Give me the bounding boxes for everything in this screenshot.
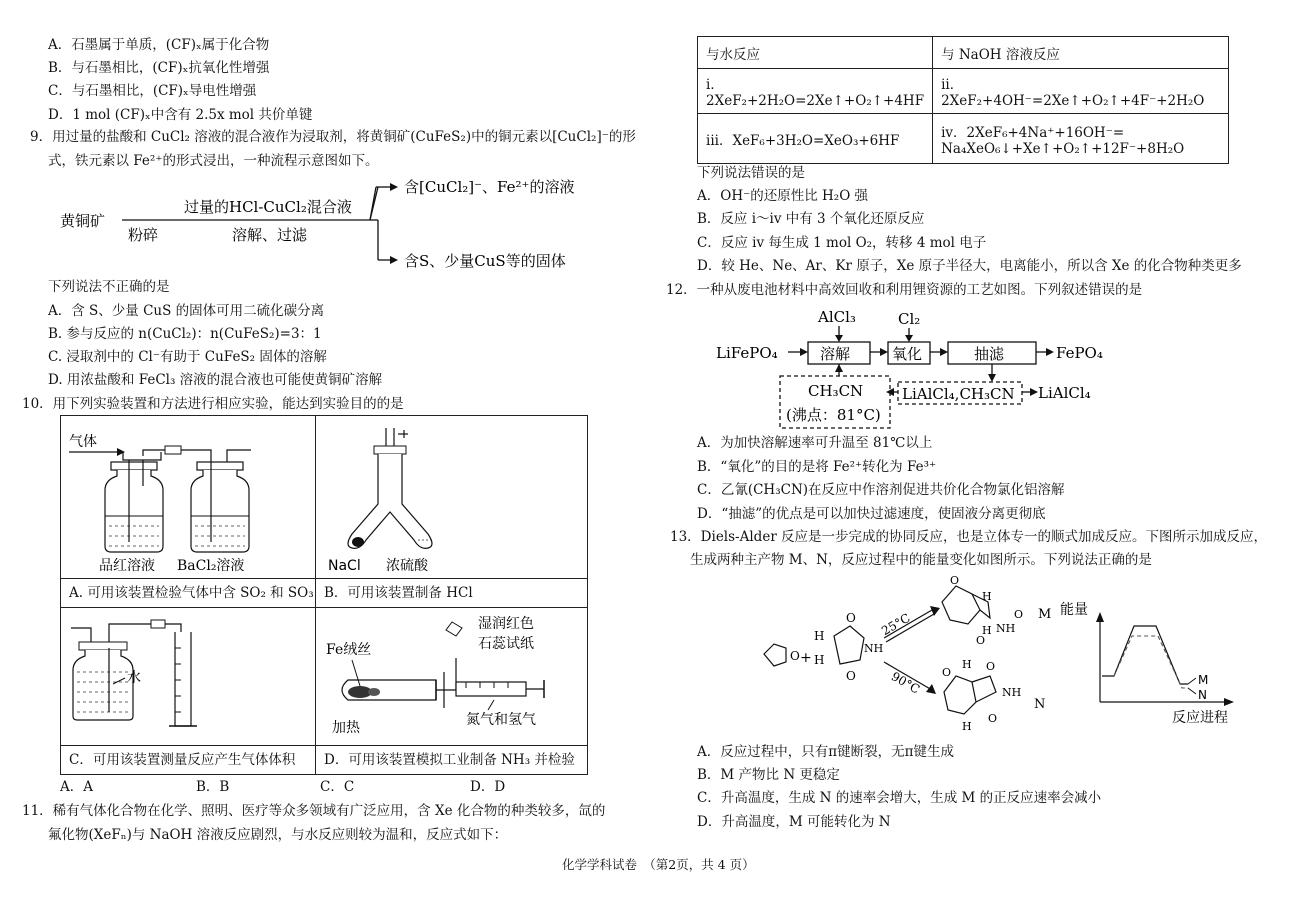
temp-90: 90°C [888,669,923,697]
q10-choice-a: A．A [60,779,93,795]
label-water: 水 [127,670,141,686]
q10-choice-b: B．B [196,779,230,795]
q11-reaction-table [697,36,1229,164]
q12-flow-diagram [714,302,1134,432]
flow-lialcl4: LiAlCl₄ [1038,384,1091,402]
q13-option-a: A．反应过程中，只有π键断裂，无π键生成 [697,744,954,760]
q12-option-d: D．“抽滤”的优点是可以加快过滤速度，使固液分离更彻底 [697,506,1046,522]
flow-filtrate: LiAlCl₄,CH₃CN [902,385,1015,403]
q9-flow-under-start: 粉碎 [128,226,159,244]
q12-option-a: A．为加快溶解速率可升温至 81℃以上 [697,435,933,451]
q11-question: 下列说法错误的是 [697,165,805,181]
q10-stem: 10．用下列实验装置和方法进行相应实验，能达到实验目的的是 [22,396,404,412]
label-m: M [1038,607,1052,622]
q11-stem-line1: 11．稀有气体化合物在化学、照明、医疗等众多领域有广泛应用，含 Xe 化合物的种类较多，氙的 [22,803,606,819]
apparatus-c-caption: C．可用该装置测量反应产生气体体积 [61,745,315,774]
q13-option-c: C．升高温度，生成 N 的速率会增大，生成 M 的正反应速率会减小 [697,790,1102,806]
maleimide-o2: O [846,669,856,683]
n-h2: H [962,720,972,732]
table-cell-iv-line1: iv．2XeF₆+4Na⁺+16OH⁻= [941,124,1125,141]
label-conc-h2so4: 浓硫酸 [386,558,428,574]
q13-stem-line1: 13．Diels-Alder 反应是一步完成的协同反应，也是立体专一的顺式加成反应。下图所示加成反应， [670,529,1268,545]
label-nacl: NaCl [328,558,361,574]
q9-option-d: D. 用浓盐酸和 FeCl₃ 溶液的混合液也可能使黄铜矿溶解 [48,372,383,388]
maleimide-h1: H [814,629,825,643]
q8-option-c: C．与石墨相比，(CF)ₓ导电性增强 [48,83,257,99]
apparatus-b-caption: B．可用该装置制备 HCl [316,578,587,607]
energy-label-m: M [1198,673,1209,687]
apparatus-d [315,607,588,775]
temp-25: 25°C [879,610,913,639]
q11-option-b: B．反应 i～iv 中有 3 个氧化还原反应 [697,211,925,227]
label-litmus-2: 石蕊试纸 [478,636,534,652]
q13-stem-line2: 生成两种主产物 M、N，反应过程中的能量变化如图所示。下列说法正确的是 [690,552,1152,568]
furan-o: O [790,649,800,663]
flow-alcl3: AlCl₃ [818,308,856,326]
q9-option-c: C. 浸取剂中的 Cl⁻有助于 CuFeS₂ 固体的溶解 [48,349,327,365]
q9-stem-line2: 式，铁元素以 Fe²⁺的形式浸出，一种流程示意图如下。 [48,153,379,169]
progress-axis-label: 反应进程 [1172,710,1228,726]
n-o-bridge: O [942,666,952,679]
table-cell-ii: ii．2XeF₂+4OH⁻=2Xe↑+O₂↑+4F⁻+2H₂O [933,69,1229,114]
q9-flow-out2: 含S、少量CuS等的固体 [404,252,566,270]
q10-choice-c: C．C [320,779,355,795]
maleimide-o1: O [846,611,856,625]
q13-energy-diagram [1060,596,1250,730]
label-gas: 气体 [69,434,97,450]
n-h1: H [962,658,972,671]
q13-option-b: B．M 产物比 N 更稳定 [697,767,840,783]
m-o-2: O [1014,608,1024,621]
flow-bp: (沸点：81°C) [786,406,881,424]
flow-feed: LiFePO₄ [716,344,778,362]
label-pinhong: 品红溶液 [99,558,155,574]
n-o-2: O [988,712,998,725]
apparatus-a [60,415,316,608]
q10-choice-d: D．D [470,779,506,795]
q12-stem: 12．一种从废电池材料中高效回收和利用锂资源的工艺如图。下列叙述错误的是 [666,282,1143,298]
table-cell-iv-line2: Na₄XeO₆↓+Xe↑+O₂↑+12F⁻+8H₂O [941,140,1185,157]
label-bacl2: BaCl₂溶液 [177,558,245,574]
table-cell-iv [933,114,1229,164]
apparatus-a-caption: A. 可用该装置检验气体中含 SO₂ 和 SO₃ [61,578,315,607]
m-o-carbonyl: O [976,634,986,647]
q12-option-b: B．“氧化”的目的是将 Fe²⁺转化为 Fe³⁺ [697,459,937,475]
q9-flow-diagram [60,172,620,282]
q9-question: 下列说法不正确的是 [48,279,170,295]
apparatus-b-drawing [316,416,586,578]
q13-option-d: D．升高温度，M 可能转化为 N [697,814,891,830]
flow-solvent: CH₃CN [808,382,864,400]
maleimide-nh: NH [864,642,884,655]
table-cell-iii: iii．XeF₆+3H₂O=XeO₃+6HF [698,114,933,164]
q9-option-a: A．含 S、少量 CuS 的固体可用二硫化碳分离 [48,303,325,319]
table-head-naoh: 与 NaOH 溶液反应 [933,37,1229,69]
label-n2-h2: 氮气和氢气 [466,712,536,728]
q9-option-b: B. 参与反应的 n(CuCl₂)：n(CuFeS₂)=3：1 [48,326,322,342]
label-heat: 加热 [332,720,360,736]
energy-label-n: N [1198,688,1207,702]
energy-axis-label: 能量 [1060,602,1088,618]
apparatus-a-drawing [61,416,315,578]
n-nh: NH [1002,686,1022,699]
q8-option-d: D．1 mol (CF)ₓ中含有 2.5x mol 共价单键 [48,107,313,123]
apparatus-b [315,415,588,608]
q12-option-c: C．乙氰(CH₃CN)在反应中作溶剂促进共价化合物氯化铝溶解 [697,482,1065,498]
apparatus-d-caption: D．可用该装置模拟工业制备 NH₃ 并检验 [316,745,587,774]
q8-option-b: B．与石墨相比，(CF)ₓ抗氧化性增强 [48,60,270,76]
flow-oxidize: 氧化 [892,345,923,363]
n-o-1: O [986,660,996,673]
q13-reaction-scheme [750,572,1080,732]
table-head-water: 与水反应 [698,37,933,69]
m-nh: NH [996,622,1016,635]
table-cell-i: i．2XeF₂+2H₂O=2Xe↑+O₂↑+4HF [698,69,933,114]
maleimide-h2: H [814,653,825,667]
m-h1: H [982,590,992,603]
q9-flow-reagent: 过量的HCl-CuCl₂混合液 [184,198,352,216]
plus-sign: + [800,650,812,666]
label-litmus-1: 湿润红色 [478,616,534,632]
q11-option-a: A．OH⁻的还原性比 H₂O 强 [697,188,869,204]
q11-stem-line2: 氟化物(XeFₙ)与 NaOH 溶液反应剧烈，与水反应则较为温和，反应式如下： [48,827,508,843]
q9-flow-process: 溶解、过滤 [232,226,308,244]
apparatus-c-drawing [61,608,315,746]
flow-cl2: Cl₂ [898,310,921,328]
m-o-bridge: O [950,574,960,587]
flow-dissolve: 溶解 [820,345,851,363]
q9-stem-line1: 9．用过量的盐酸和 CuCl₂ 溶液的混合液作为浸取剂，将黄铜矿(CuFeS₂)中的铜元素以[CuCl₂]⁻的形 [30,129,636,145]
apparatus-c [60,607,316,775]
q11-option-d: D．较 He、Ne、Ar、Kr 原子，Xe 原子半径大，电离能小，所以含 Xe 的化合物种类更多 [697,258,1242,274]
apparatus-d-drawing [316,608,586,746]
q9-flow-out1: 含[CuCl₂]⁻、Fe²⁺的溶液 [404,178,575,196]
flow-product: FePO₄ [1056,344,1103,362]
page-footer: 化学学科试卷 （第2页，共 4 页） [562,857,755,872]
q9-flow-start: 黄铜矿 [60,212,106,230]
m-h2: H [982,624,992,637]
label-n: N [1034,697,1046,712]
label-fe-wool: Fe绒丝 [326,642,372,658]
q11-option-c: C．反应 iv 每生成 1 mol O₂，转移 4 mol 电子 [697,235,987,251]
flow-filter: 抽滤 [974,345,1005,363]
q8-option-a: A．石墨属于单质，(CF)ₓ属于化合物 [48,37,270,53]
